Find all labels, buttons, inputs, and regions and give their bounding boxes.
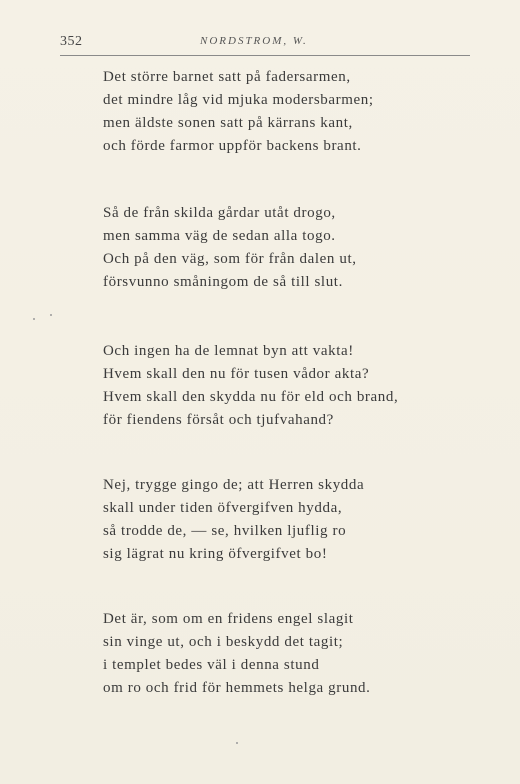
stanza-1 [103, 66, 473, 158]
page-header [60, 34, 470, 54]
header-rule [60, 55, 470, 56]
poem-line: Det större barnet satt på fadersarmen, [103, 69, 351, 85]
poem-line: i templet bedes väl i denna stund [103, 657, 320, 673]
stanza-3 [103, 340, 473, 432]
poem-line: skall under tiden öfvergifven hydda, [103, 500, 343, 516]
poem-line: för fiendens försåt och tjufvahand? [103, 412, 334, 428]
poem-line: och förde farmor uppför backens brant. [103, 138, 362, 154]
stanza-4 [103, 474, 473, 566]
page-number: 352 [60, 34, 83, 49]
poem-line: sin vinge ut, och i beskydd det tagit; [103, 634, 344, 650]
stanza-2 [103, 202, 473, 294]
poem-line: Det är, som om en fridens engel slagit [103, 611, 354, 627]
poem-line: Och ingen ha de lemnat byn att vakta! [103, 343, 354, 359]
paper-speck [50, 314, 52, 316]
poem-line: Nej, trygge gingo de; att Herren skydda [103, 477, 365, 493]
poem-line: men äldste sonen satt på kärrans kant, [103, 115, 353, 131]
poem-line: så trodde de, — se, hvilken ljuflig ro [103, 523, 347, 539]
poem-line: det mindre låg vid mjuka modersbarmen; [103, 92, 374, 108]
poem-line: försvunno småningom de så till slut. [103, 274, 343, 290]
poem-line: Så de från skilda gårdar utåt drogo, [103, 205, 336, 221]
stanza-5 [103, 608, 473, 700]
running-head: NORDSTROM, W. [200, 35, 308, 47]
paper-speck [33, 318, 35, 320]
paper-speck [236, 742, 238, 744]
poem-line: sig lägrat nu kring öfvergifvet bo! [103, 546, 328, 562]
poem-line: Hvem skall den skydda nu för eld och brand, [103, 389, 399, 405]
poem-line: om ro och frid för hemmets helga grund. [103, 680, 371, 696]
poem-line: Och på den väg, som för från dalen ut, [103, 251, 357, 267]
poem-line: men samma väg de sedan alla togo. [103, 228, 336, 244]
poem-line: Hvem skall den nu för tusen vådor akta? [103, 366, 370, 382]
